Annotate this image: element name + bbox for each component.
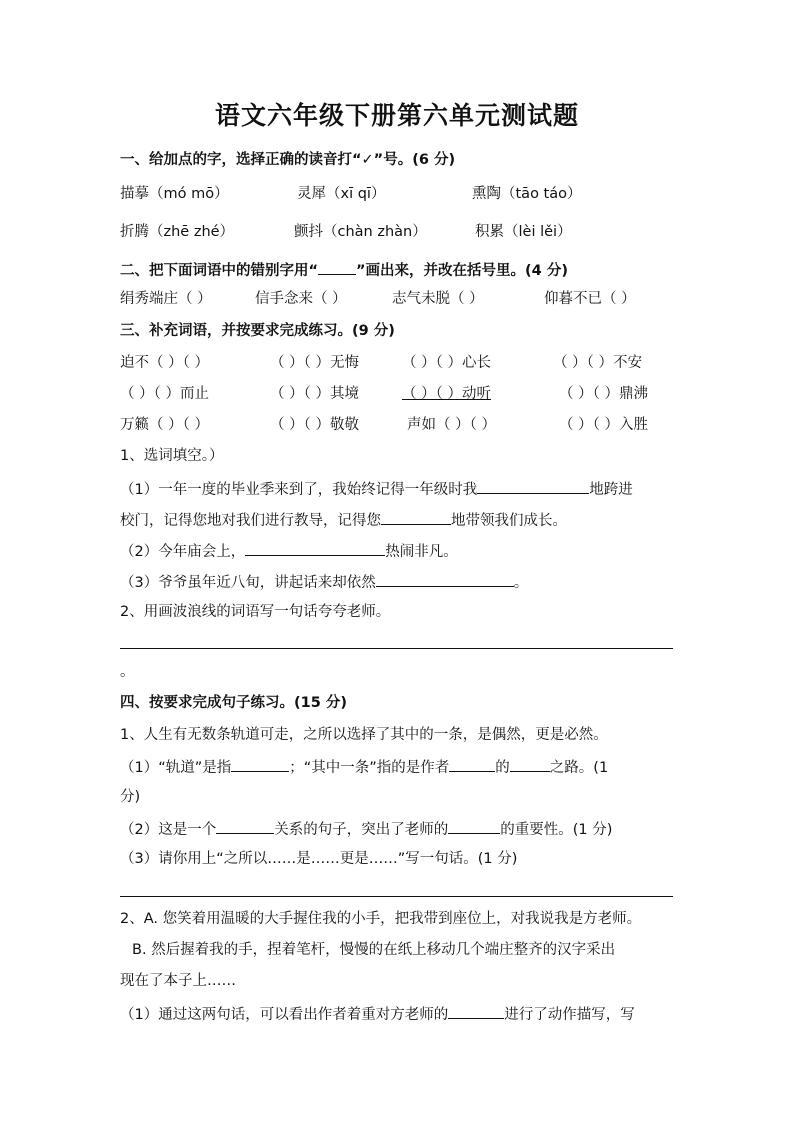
answer-blank[interactable]	[510, 756, 550, 772]
question-1-3	[120, 571, 528, 593]
text: 之路。(1	[549, 760, 609, 776]
answer-line[interactable]	[120, 648, 673, 649]
text: 地跨进	[589, 482, 633, 498]
underline-blank	[318, 259, 356, 275]
text: 进行了动作描写，写	[504, 1007, 635, 1023]
idiom-item: （ ）（ ）入胜	[559, 417, 648, 433]
text: 。	[513, 575, 529, 591]
text: （2）这是一个	[120, 822, 217, 838]
pinyin-item: 积累（lèi lěi）	[475, 224, 572, 240]
text: 的重要性。(1 分)	[500, 822, 613, 838]
text: 校门，记得您地对我们进行教导，记得您	[120, 513, 381, 529]
answer-blank[interactable]	[376, 571, 514, 587]
answer-blank[interactable]	[245, 540, 385, 556]
question-4-1-1-cont: 分)	[120, 789, 141, 805]
question-4-1-3: （3）请你用上“之所以……是……更是……”写一句话。(1 分)	[120, 851, 518, 867]
text: （1）一年一度的毕业季来到了，我始终记得一年级时我	[120, 482, 478, 498]
idiom-item: （ ）（ ）其境	[270, 386, 359, 402]
typo-item: 绢秀端庄（ ）	[120, 291, 212, 307]
text: 地带领我们成长。	[451, 513, 567, 529]
question-1: 1、选词填空。）	[120, 448, 224, 464]
question-4-1-2	[120, 818, 612, 840]
question-2: 2、用画波浪线的词语写一句话夸夸老师。	[120, 604, 391, 620]
pinyin-item: 颤抖（chàn zhàn）	[294, 224, 427, 240]
idiom-item: （ ）（ ）鼎沸	[559, 386, 648, 402]
question-4-2-1	[120, 1003, 635, 1025]
sentence-1: 1、人生有无数条轨道可走，之所以选择了其中的一条，是偶然，更是必然。	[120, 727, 608, 743]
text: 的	[495, 760, 510, 776]
idiom-item: 声如（ ）（ ）	[407, 417, 496, 433]
question-1-1	[120, 478, 633, 500]
text: （2）今年庙会上，	[120, 544, 246, 560]
section-2-heading-start: 二、把下面词语中的错别字用“	[120, 263, 319, 279]
idiom-item: （ ）（ ）敬敬	[270, 417, 359, 433]
answer-blank[interactable]	[448, 1003, 504, 1019]
idiom-item: （ ）（ ）无悔	[270, 355, 359, 371]
sentence-2a: 2、A. 您笑着用温暖的大手握住我的小手，把我带到座位上，对我说我是方老师。	[120, 911, 642, 927]
section-2-heading-end: ”画出来，并改在括号里。(4 分)	[356, 263, 568, 279]
text: ；“其中一条”指的是作者	[289, 760, 450, 776]
page-title: 语文六年级下册第六单元测试题	[214, 101, 579, 130]
pinyin-item: 熏陶（tāo táo）	[472, 186, 582, 202]
answer-blank[interactable]	[448, 818, 500, 834]
pinyin-item: 描摹（mó mō）	[120, 186, 229, 202]
typo-item: 信手念来（ ）	[255, 291, 347, 307]
idiom-item: 迫不（ ）（ ）	[120, 355, 209, 371]
sentence-2b: B. 然后握着我的手，捏着笔杆，慢慢的在纸上移动几个端庄整齐的汉字采出	[132, 942, 616, 958]
idiom-item: （ ）（ ）而止	[120, 386, 209, 402]
text: （1）通过这两句话，可以看出作者着重对方老师的	[120, 1007, 449, 1023]
answer-line-end: 。	[120, 664, 135, 680]
typo-item: 志气未脱（ ）	[392, 291, 484, 307]
idiom-item: 万籁（ ）（ ）	[120, 417, 209, 433]
section-1-heading: 一、给加点的字，选择正确的读音打“✓”号。(6 分)	[120, 152, 456, 168]
sentence-2c: 现在了本子上……	[120, 973, 236, 989]
question-1-1-cont	[120, 509, 567, 531]
question-4-1-1	[120, 756, 608, 778]
typo-item: 仰暮不已（ ）	[544, 291, 636, 307]
idiom-item-wavy: （ ）（ ）动听	[402, 386, 491, 402]
answer-blank[interactable]	[477, 478, 589, 494]
answer-line[interactable]	[120, 896, 673, 897]
answer-blank[interactable]	[381, 509, 451, 525]
text: （1）“轨道”是指	[120, 760, 232, 776]
text: 关系的句子，突出了老师的	[274, 822, 449, 838]
section-3-heading: 三、补充词语，并按要求完成练习。(9 分)	[120, 323, 395, 339]
idiom-item: （ ）（ ）心长	[402, 355, 491, 371]
idiom-item: （ ）（ ）不安	[553, 355, 642, 371]
section-2-heading	[120, 259, 568, 281]
section-4-heading: 四、按要求完成句子练习。(15 分)	[120, 695, 347, 711]
pinyin-item: 灵犀（xī qī）	[297, 186, 386, 202]
answer-blank[interactable]	[231, 756, 289, 772]
question-1-2	[120, 540, 458, 562]
text: 热闹非凡。	[385, 544, 458, 560]
text: （3）爷爷虽年近八旬，讲起话来却依然	[120, 575, 376, 591]
answer-blank[interactable]	[216, 818, 274, 834]
answer-blank[interactable]	[449, 756, 495, 772]
pinyin-item: 折腾（zhē zhé）	[120, 224, 235, 240]
